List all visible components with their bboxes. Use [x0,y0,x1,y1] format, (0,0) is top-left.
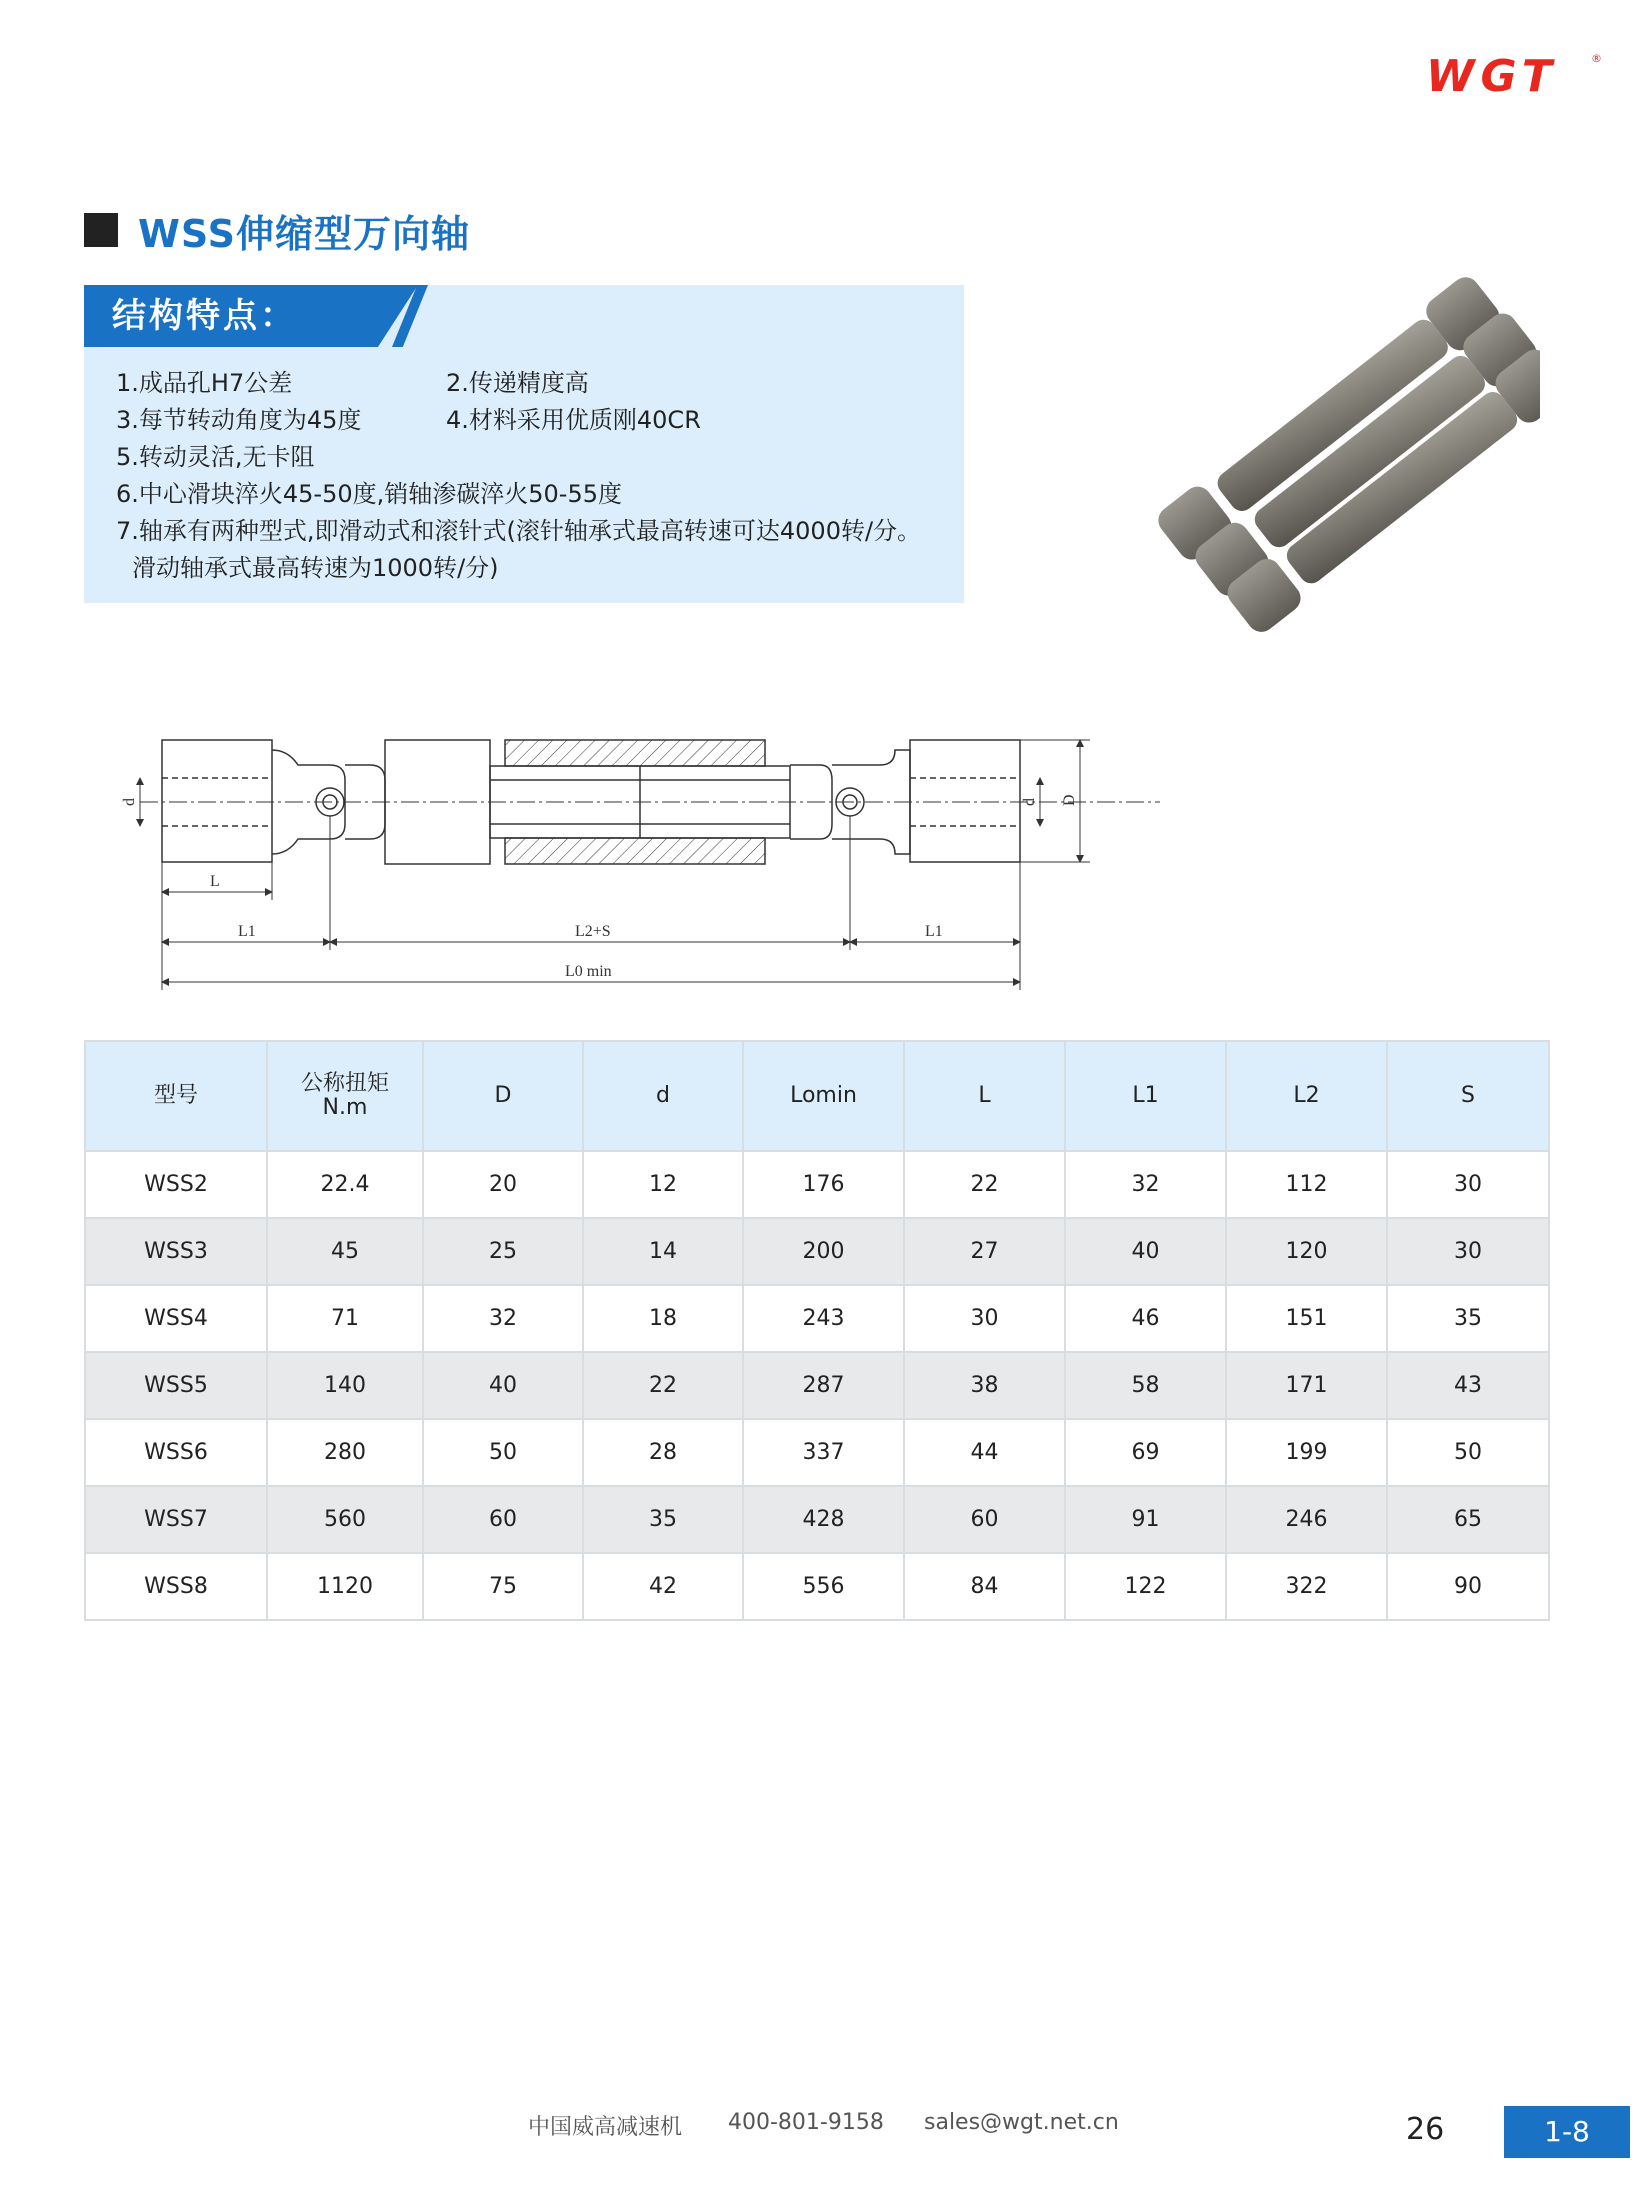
feature-item-2: 2.传递精度高 [446,369,589,397]
table-cell: 22 [583,1352,743,1419]
brand-logo [1426,51,1602,102]
table-cell: 428 [743,1486,904,1553]
table-cell: WSS7 [85,1486,267,1553]
table-row [85,1218,1549,1285]
page-title: WSS伸缩型万向轴 [138,211,470,256]
header-torque-unit: N.m [322,1095,368,1120]
header-L2: L2 [1226,1041,1387,1151]
table-cell: 337 [743,1419,904,1486]
table-cell: 45 [267,1218,423,1285]
table-cell: 140 [267,1352,423,1419]
label-d-left: d [121,798,138,806]
table-cell: 35 [1387,1285,1549,1352]
table-cell: 560 [267,1486,423,1553]
table-cell: 40 [423,1352,583,1419]
table-cell: 40 [1065,1218,1226,1285]
header-model: 型号 [85,1041,267,1151]
table-cell: 27 [904,1218,1065,1285]
table-cell: 322 [1226,1553,1387,1620]
logo-text: WGT [1426,51,1558,102]
table-cell: 14 [583,1218,743,1285]
table-row [85,1285,1549,1352]
feature-item-4: 4.材料采用优质刚40CR [446,406,701,434]
label-d-right: d [1021,798,1038,806]
table-cell: WSS3 [85,1218,267,1285]
table-cell: 30 [904,1285,1065,1352]
table-cell: 58 [1065,1352,1226,1419]
feature-item-7-cont: 滑动轴承式最高转速为1000转/分) [132,554,499,582]
features-header: 结构特点： [112,296,297,336]
table-cell: 90 [1387,1553,1549,1620]
table-cell: 1120 [267,1553,423,1620]
header-S: S [1387,1041,1549,1151]
shaft-2 [1190,308,1540,602]
header-L: L [904,1041,1065,1151]
table-cell: 60 [904,1486,1065,1553]
table-cell: 20 [423,1151,583,1218]
header-torque [267,1041,423,1151]
table-cell: 42 [583,1553,743,1620]
feature-item-5: 5.转动灵活,无卡阻 [116,443,315,471]
table-cell: WSS2 [85,1151,267,1218]
label-L1-left: L1 [238,923,256,940]
table-cell: 30 [1387,1151,1549,1218]
table-cell: 18 [583,1285,743,1352]
header-torque-label: 公称扭矩 [300,1071,389,1096]
table-cell: 200 [743,1218,904,1285]
table-cell: 246 [1226,1486,1387,1553]
table-row [85,1151,1549,1218]
table-row [85,1352,1549,1419]
label-L2S: L2+S [575,923,611,940]
table-cell: 151 [1226,1285,1387,1352]
table-cell: 65 [1387,1486,1549,1553]
table-cell: 287 [743,1352,904,1419]
table-row [85,1553,1549,1620]
footer-phone: 400-801-9158 [728,2110,884,2135]
title-square-icon [84,213,118,247]
table-header-row [85,1041,1549,1151]
table-cell: 122 [1065,1553,1226,1620]
table-cell: 44 [904,1419,1065,1486]
table-row [85,1486,1549,1553]
table-cell: 46 [1065,1285,1226,1352]
header-L1: L1 [1065,1041,1226,1151]
product-photo [1000,250,1540,690]
page-number: 26 [1406,2112,1445,2147]
table-cell: WSS4 [85,1285,267,1352]
table-cell: 30 [1387,1218,1549,1285]
features-list [116,365,921,587]
table-cell: 38 [904,1352,1065,1419]
table-cell: 12 [583,1151,743,1218]
header-L0min: Lomin [743,1041,904,1151]
table-cell: 35 [583,1486,743,1553]
section-heading [84,205,470,255]
table-cell: 171 [1226,1352,1387,1419]
footer-email[interactable]: sales@wgt.net.cn [924,2110,1119,2135]
label-L0: L0 min [565,963,612,980]
features-panel [84,285,964,603]
table-cell: 32 [423,1285,583,1352]
table-cell: WSS8 [85,1553,267,1620]
feature-item-3: 3.每节转动角度为45度 [116,406,362,434]
table-cell: 91 [1065,1486,1226,1553]
table-cell: 50 [423,1419,583,1486]
table-row [85,1419,1549,1486]
header-D: D [423,1041,583,1151]
footer-company: 中国威高减速机 [528,2115,683,2140]
table-cell: 71 [267,1285,423,1352]
table-cell: 25 [423,1218,583,1285]
table-cell: 176 [743,1151,904,1218]
table-cell: WSS5 [85,1352,267,1419]
table-cell: 50 [1387,1419,1549,1486]
registered-mark: ® [1591,52,1602,65]
table-cell: 199 [1226,1419,1387,1486]
section-tab: 1-8 [1504,2106,1630,2158]
table-cell: 243 [743,1285,904,1352]
table-cell: 556 [743,1553,904,1620]
label-L1-right: L1 [925,923,943,940]
table-cell: 280 [267,1419,423,1486]
table-cell: 22.4 [267,1151,423,1218]
feature-item-1: 1.成品孔H7公差 [116,369,293,397]
label-D: D [1061,794,1078,806]
spec-table [84,1040,1550,1621]
technical-drawing [120,720,1180,1000]
table-cell: 75 [423,1553,583,1620]
table-cell: 28 [583,1419,743,1486]
table-cell: 32 [1065,1151,1226,1218]
table-cell: 112 [1226,1151,1387,1218]
label-L: L [210,873,220,890]
feature-item-6: 6.中心滑块淬火45-50度,销轴渗碳淬火50-55度 [116,480,623,508]
header-d: d [583,1041,743,1151]
table-cell: WSS6 [85,1419,267,1486]
table-cell: 60 [423,1486,583,1553]
table-cell: 43 [1387,1352,1549,1419]
table-cell: 69 [1065,1419,1226,1486]
table-cell: 22 [904,1151,1065,1218]
table-cell: 84 [904,1553,1065,1620]
feature-item-7: 7.轴承有两种型式,即滑动式和滚针式(滚针轴承式最高转速可达4000转/分。 [116,517,922,545]
table-cell: 120 [1226,1218,1387,1285]
